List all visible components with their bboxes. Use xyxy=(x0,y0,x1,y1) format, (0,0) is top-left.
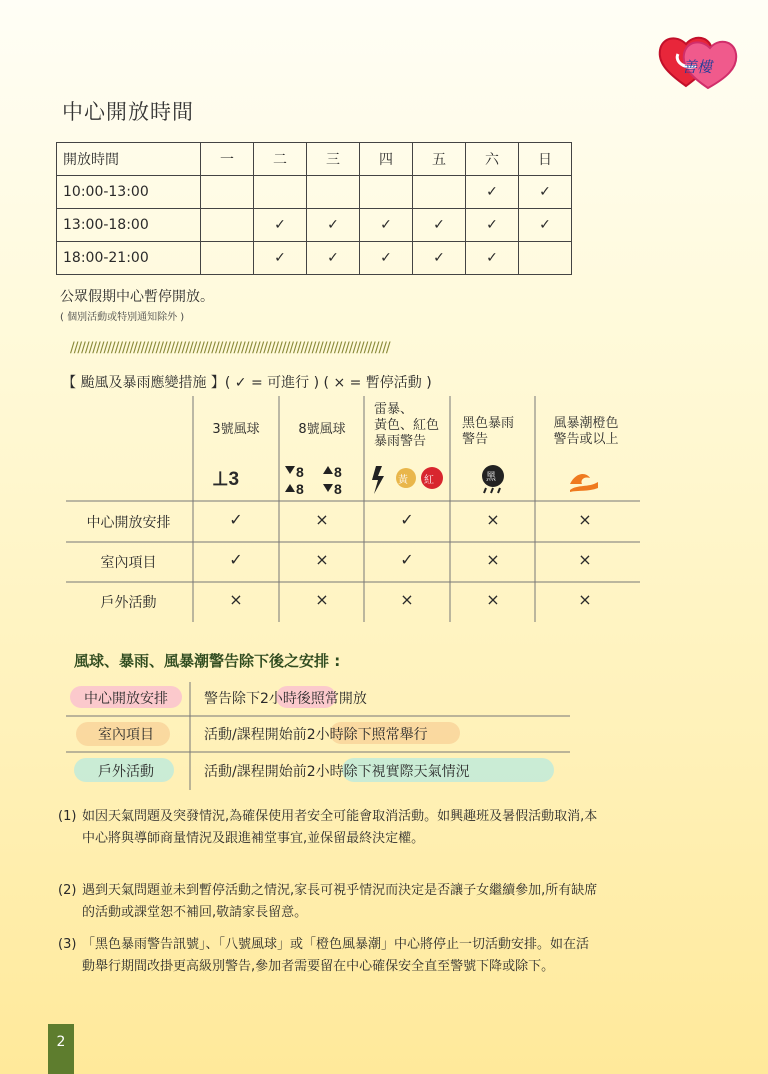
svg-text:8: 8 xyxy=(334,481,342,496)
decorative-divider: ////////////////////////////////////////////////////////////////////////////////////// xyxy=(70,340,390,356)
col-label: 暴雨警告 xyxy=(374,434,427,449)
col-label: 警告 xyxy=(462,432,489,447)
hours-mark: ✓ xyxy=(519,176,572,209)
after-warning-title: 風球、暴雨、風暴潮警告除下後之安排 : xyxy=(74,652,341,670)
note-text: 「黑色暴雨警告訊號」、「八號風球」或「橙色風暴潮」中心將停止一切活動安排。如在活動舉行期間改掛更高級別警告,參加者需要留在中心確保安全直至警號下降或除下。 xyxy=(82,937,590,974)
typhoon-mark: × xyxy=(486,550,500,569)
typhoon-mark: ✓ xyxy=(400,510,414,529)
typhoon-mark: × xyxy=(578,590,592,609)
col-label: 風暴潮橙色 xyxy=(553,416,619,431)
note-item xyxy=(58,880,598,924)
hours-header-day: 二 xyxy=(254,143,307,176)
note-number: (3) xyxy=(58,937,77,952)
hours-header-day: 六 xyxy=(466,143,519,176)
hours-header-day: 日 xyxy=(519,143,572,176)
hours-header-day: 三 xyxy=(307,143,360,176)
hours-mark: ✓ xyxy=(413,242,466,275)
typhoon-mark: × xyxy=(486,590,500,609)
holiday-subnote: ( 個別活動或特別通知除外 ) xyxy=(60,312,185,323)
typhoon-row-label: 室內項目 xyxy=(100,555,157,571)
typhoon-mark: ✓ xyxy=(229,510,243,529)
after-row-text: 活動/課程開始前2小時除下視實際天氣情況 xyxy=(204,764,470,780)
hours-header-label: 開放時間 xyxy=(57,143,201,176)
svg-text:8: 8 xyxy=(296,464,304,480)
typhoon-row-label: 戶外活動 xyxy=(100,595,157,611)
typhoon-row-label: 中心開放安排 xyxy=(86,515,171,531)
after-row-label: 戶外活動 xyxy=(98,764,154,780)
svg-text:黑: 黑 xyxy=(486,472,496,483)
typhoon-mark: × xyxy=(315,590,329,609)
svg-text:黃: 黃 xyxy=(398,475,408,486)
hours-mark: ✓ xyxy=(254,242,307,275)
note-text: 遇到天氣問題並未到暫停活動之情況,家長可視乎情況而決定是否讓子女繼續參加,所有缺席的活動或課堂恕不補回,敬請家長留意。 xyxy=(82,883,598,920)
svg-text:紅: 紅 xyxy=(424,475,434,486)
typhoon-mark: ✓ xyxy=(229,550,243,569)
typhoon-mark: × xyxy=(578,510,592,529)
svg-text:8: 8 xyxy=(296,481,304,496)
holiday-note: 公眾假期中心暫停開放。 xyxy=(60,289,214,305)
hours-time: 13:00-18:00 xyxy=(57,209,201,242)
hours-mark: ✓ xyxy=(360,209,413,242)
hours-mark: ✓ xyxy=(254,209,307,242)
typhoon-mark: ✓ xyxy=(400,550,414,569)
note-number: (2) xyxy=(58,883,77,898)
hours-mark: ✓ xyxy=(307,242,360,275)
note-item xyxy=(58,806,598,850)
after-row-label: 室內項目 xyxy=(98,727,154,743)
typhoon-mark: × xyxy=(578,550,592,569)
typhoon-mark: × xyxy=(486,510,500,529)
note-number: (1) xyxy=(58,809,77,824)
col-label: 3號風球 xyxy=(212,422,260,437)
hours-mark: ✓ xyxy=(519,209,572,242)
hours-mark: ✓ xyxy=(466,209,519,242)
typhoon-mark: × xyxy=(315,510,329,529)
hours-header-day: 五 xyxy=(413,143,466,176)
col-label: 8號風球 xyxy=(298,422,346,437)
note-text: 如因天氣問題及突發情況,為確保使用者安全可能會取消活動。如興趣班及暑假活動取消,本中心將與導師商量情況及跟進補堂事宜,並保留最終決定權。 xyxy=(82,809,598,846)
col-label: 黑色暴雨 xyxy=(462,416,515,431)
note-item xyxy=(58,934,598,978)
page-title: 中心開放時間 xyxy=(62,100,194,124)
col-label: 雷暴、 xyxy=(374,402,414,417)
typhoon-title: 【 颱風及暴雨應變措施 】( ✓ = 可進行 ) ( × = 暫停活動 ) xyxy=(62,375,432,391)
typhoon-mark: × xyxy=(229,590,243,609)
after-row-text: 活動/課程開始前2小時除下照常舉行 xyxy=(204,727,428,743)
hours-mark: ✓ xyxy=(360,242,413,275)
logo-text: 善樓 xyxy=(682,58,713,76)
hours-mark: ✓ xyxy=(466,242,519,275)
svg-text:8: 8 xyxy=(334,464,342,480)
after-row-label: 中心開放安排 xyxy=(84,691,168,707)
typhoon-mark: × xyxy=(315,550,329,569)
signal-3-icon: ⊥3 xyxy=(212,469,240,490)
hours-mark: ✓ xyxy=(307,209,360,242)
hours-mark: ✓ xyxy=(413,209,466,242)
hours-mark: ✓ xyxy=(466,176,519,209)
page-number: 2 xyxy=(48,1024,74,1074)
hours-header-day: 四 xyxy=(360,143,413,176)
hours-time: 18:00-21:00 xyxy=(57,242,201,275)
hours-time: 10:00-13:00 xyxy=(57,176,201,209)
col-label: 黃色、紅色 xyxy=(374,418,440,433)
col-label: 警告或以上 xyxy=(553,432,619,447)
hours-header-day: 一 xyxy=(201,143,254,176)
after-row-text: 警告除下2小時後照常開放 xyxy=(204,691,367,707)
typhoon-mark: × xyxy=(400,590,414,609)
